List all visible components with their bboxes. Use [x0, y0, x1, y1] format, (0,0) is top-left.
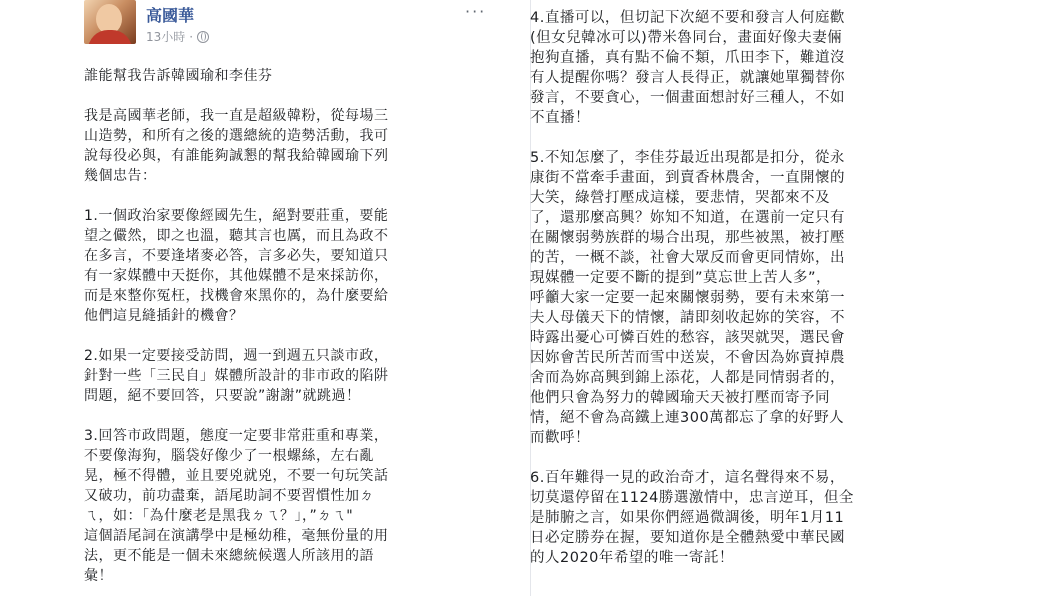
post-paragraph: 誰能幫我告訴韓國瑜和李佳芬	[84, 68, 273, 84]
post-text-right	[530, 8, 950, 568]
post-meta	[146, 28, 209, 45]
post-paragraph: 6.百年難得一見的政治奇才，這名聲得來不易， 切莫還停留在1124勝選激情中，忠言逆耳，但全 是肺腑之言，如果你們經過微調後，明年1月11 日必定勝券在握，要知道你是全體熱愛中華民國 的人2020年希望的唯一寄託！	[530, 470, 854, 566]
avatar-shirt	[88, 30, 132, 44]
author-name-link[interactable]: 高國華	[146, 6, 195, 25]
post-paragraph: 我是高國華老師，我一直是超級韓粉，從每場三 山造勢，和所有之後的選總統的造勢活動，我可 說每役必與，有誰能夠誠懇的幫我給韓國瑜下列 幾個忠告：	[84, 108, 389, 184]
globe-icon[interactable]	[197, 31, 209, 43]
meta-separator: ·	[189, 29, 194, 44]
post-text-left	[84, 66, 524, 586]
post-paragraph: 5.不知怎麼了，李佳芬最近出現都是扣分，從永 康街不當牽手畫面，到賣香林農舍，一直開懷的 大笑，綠營打壓成這樣，要悲情，哭都來不及 了，還那麼高興？妳知不知道，在選前一定只有 在關懷弱勢族群的場合出現，那些被黑，被打壓 的苦，一概不談，社會大眾反而會更同情妳，出 現媒體一定要不斷的提到”莫忘世上苦人多”， 呼籲大家一定要一起來關懷弱勢，要有未來第一 夫人母儀天下的情懷，請即刻收起妳的笑容，不 時露出憂心可憐百姓的愁容，該哭就哭，選民會 因妳會苦民所苦而雪中送炭，不會因為妳賣掉農 舍而為妳高興到錦上添花，人都是同情弱者的， 他們只會為努力的韓國瑜天天被打壓而寄予同 情，絕不會為高鐵上連300萬都忘了拿的好野人 而歡呼！	[530, 150, 845, 446]
author-avatar[interactable]	[84, 0, 136, 44]
post-paragraph: 2.如果一定要接受訪問，週一到週五只談市政， 針對一些「三民自」媒體所設計的非市政的陷阱 問題，絕不要回答，只要說”謝謝”就跳過！	[84, 348, 389, 404]
post-paragraph: 1.一個政治家要像經國先生，絕對要莊重，要能 望之儼然，即之也溫，聽其言也厲，而且為政不 在多言，不要逢堵麥必答，言多必失，要知道只 有一家媒體中天挺你，其他媒體不是來採訪你， 而是來整你冤枉，找機會來黑你的，為什麼要給 他們這見縫插針的機會？	[84, 208, 389, 324]
post-timestamp[interactable]: 13小時	[146, 30, 186, 44]
post-paragraph: 3.回答市政問題，態度一定要非常莊重和專業， 不要像海狗，腦袋好像少了一根螺絲，左右亂 晃，極不得體，並且要兇就兇，不要一句玩笑話 又破功，前功盡棄，語尾助詞不要習慣性加ㄉ ㄟ，如：「為什麼老是黑我ㄉㄟ？」，”ㄉㄟ" 這個語尾詞在演講學中是極幼稚，毫無份量的用 法，更不能是一個未來總統候選人所該用的語 彙！	[84, 428, 389, 584]
post-paragraph: 4.直播可以，但切記下次絕不要和發言人何庭歡 (但女兒韓冰可以)帶米魯同台，畫面好像夫妻倆 抱狗直播，真有點不倫不類，爪田李下，難道沒 有人提醒你嗎？發言人長得正，就讓她單獨替你 發言，不要貪心，一個畫面想討好三種人，不如 不直播！	[530, 10, 845, 126]
more-options-icon[interactable]: ···	[465, 2, 487, 21]
